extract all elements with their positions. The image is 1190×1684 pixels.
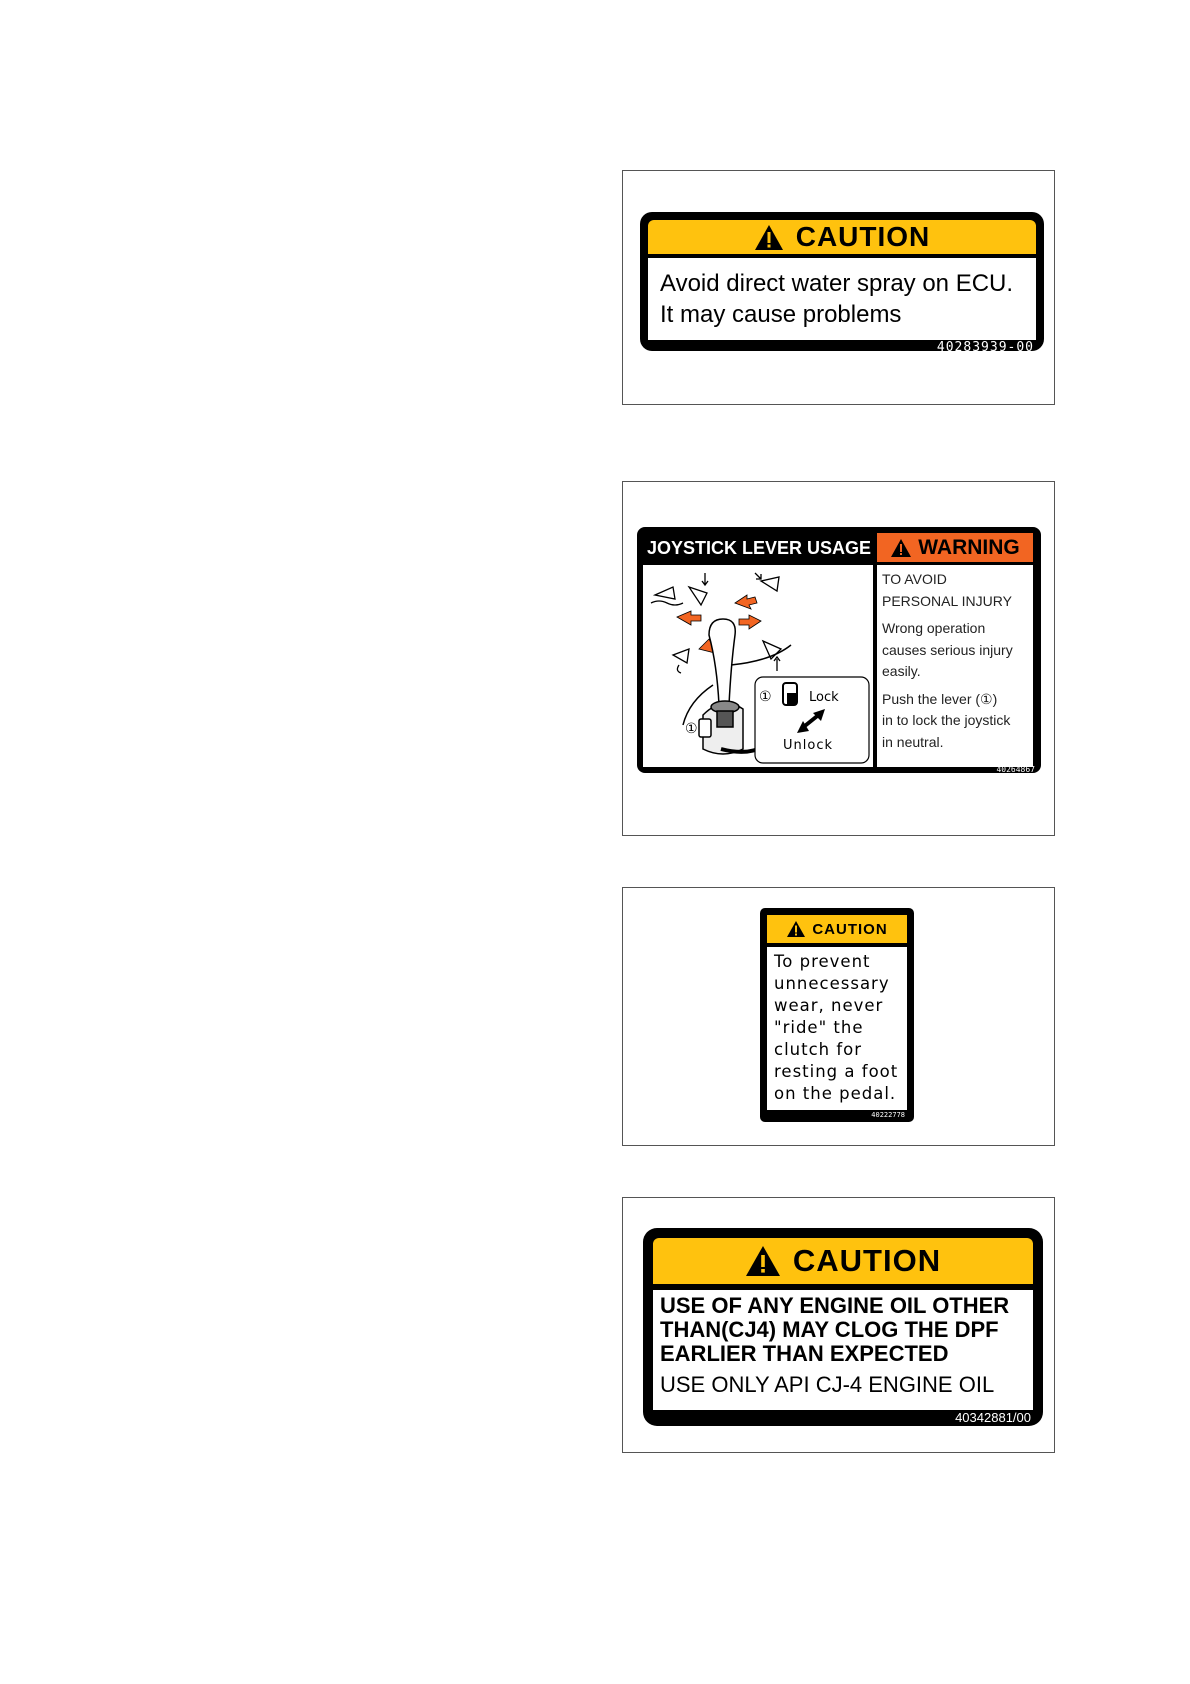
- caution-body: [767, 947, 907, 1110]
- caution-decal-engine-oil: [643, 1228, 1043, 1426]
- caution-line: resting a foot: [774, 1062, 899, 1081]
- caution-line: on the pedal.: [774, 1084, 897, 1103]
- label-frame-clutch: [622, 887, 1055, 1146]
- caution-header: [767, 915, 907, 943]
- caution-line: wear, never: [774, 996, 884, 1015]
- caution-header: [648, 220, 1036, 254]
- caution-decal-clutch: [760, 908, 914, 1122]
- lever-marker: ①: [685, 721, 698, 737]
- warning-line: easily.: [882, 663, 921, 679]
- warning-triangle-icon: [754, 224, 784, 251]
- caution-line: Avoid direct water spray on ECU.: [660, 270, 1014, 297]
- label-frame-joystick: [622, 481, 1055, 836]
- lock-label: Lock: [809, 690, 839, 705]
- label-frame-ecu: [622, 170, 1055, 405]
- caution-decal-ecu: [640, 212, 1044, 355]
- lock-marker: ①: [759, 689, 772, 705]
- caution-body: [653, 1290, 1033, 1410]
- warning-line: PERSONAL INJURY: [882, 592, 1012, 609]
- part-number: 40222778: [871, 1111, 905, 1119]
- warning-line: Push the lever (①): [882, 690, 998, 707]
- caution-line: unnecessary: [774, 974, 890, 993]
- warning-line: in neutral.: [882, 733, 944, 750]
- caution-plain-line: USE ONLY API CJ-4 ENGINE OIL: [660, 1372, 995, 1397]
- warning-line: causes serious injury: [882, 641, 1013, 658]
- warning-para-2: [882, 618, 1028, 683]
- warning-header: [877, 533, 1033, 562]
- warning-triangle-icon: [786, 920, 806, 938]
- caution-title: CAUTION: [792, 1243, 942, 1278]
- caution-title: CAUTION: [812, 920, 888, 938]
- caution-bold-line: THAN(CJ4) MAY CLOG THE DPF: [660, 1317, 999, 1342]
- joystick-title: JOYSTICK LEVER USAGE: [647, 538, 872, 558]
- caution-bold-line: EARLIER THAN EXPECTED: [660, 1341, 949, 1366]
- caution-line: clutch for: [774, 1040, 863, 1059]
- part-number: 40264867: [996, 765, 1035, 774]
- warning-line: Wrong operation: [882, 620, 986, 636]
- caution-title: CAUTION: [795, 221, 931, 252]
- caution-bold-line: USE OF ANY ENGINE OIL OTHER: [660, 1293, 1010, 1318]
- caution-line: "ride" the: [774, 1018, 864, 1037]
- caution-line: To prevent: [774, 952, 871, 971]
- joystick-illustration: [643, 565, 873, 767]
- warning-para-3: [882, 689, 1028, 754]
- warning-line: TO AVOID: [882, 571, 947, 587]
- warning-body: [877, 565, 1033, 767]
- warning-line: in to lock the joystick: [882, 712, 1011, 728]
- caution-body: [648, 258, 1036, 340]
- label-frame-engine-oil: [622, 1197, 1055, 1453]
- caution-header: [653, 1238, 1033, 1284]
- warning-title: WARNING: [918, 535, 1020, 559]
- part-number: 40283939-00: [936, 340, 1034, 355]
- warning-triangle-icon: [890, 538, 912, 558]
- warning-para-1: [882, 569, 1028, 612]
- part-number: 40342881/00: [955, 1410, 1031, 1425]
- warning-triangle-icon: [745, 1245, 781, 1277]
- joystick-diagram: [643, 565, 873, 767]
- warning-decal-joystick: [637, 527, 1041, 773]
- caution-line: It may cause problems: [660, 301, 902, 328]
- unlock-label: Unlock: [783, 738, 833, 753]
